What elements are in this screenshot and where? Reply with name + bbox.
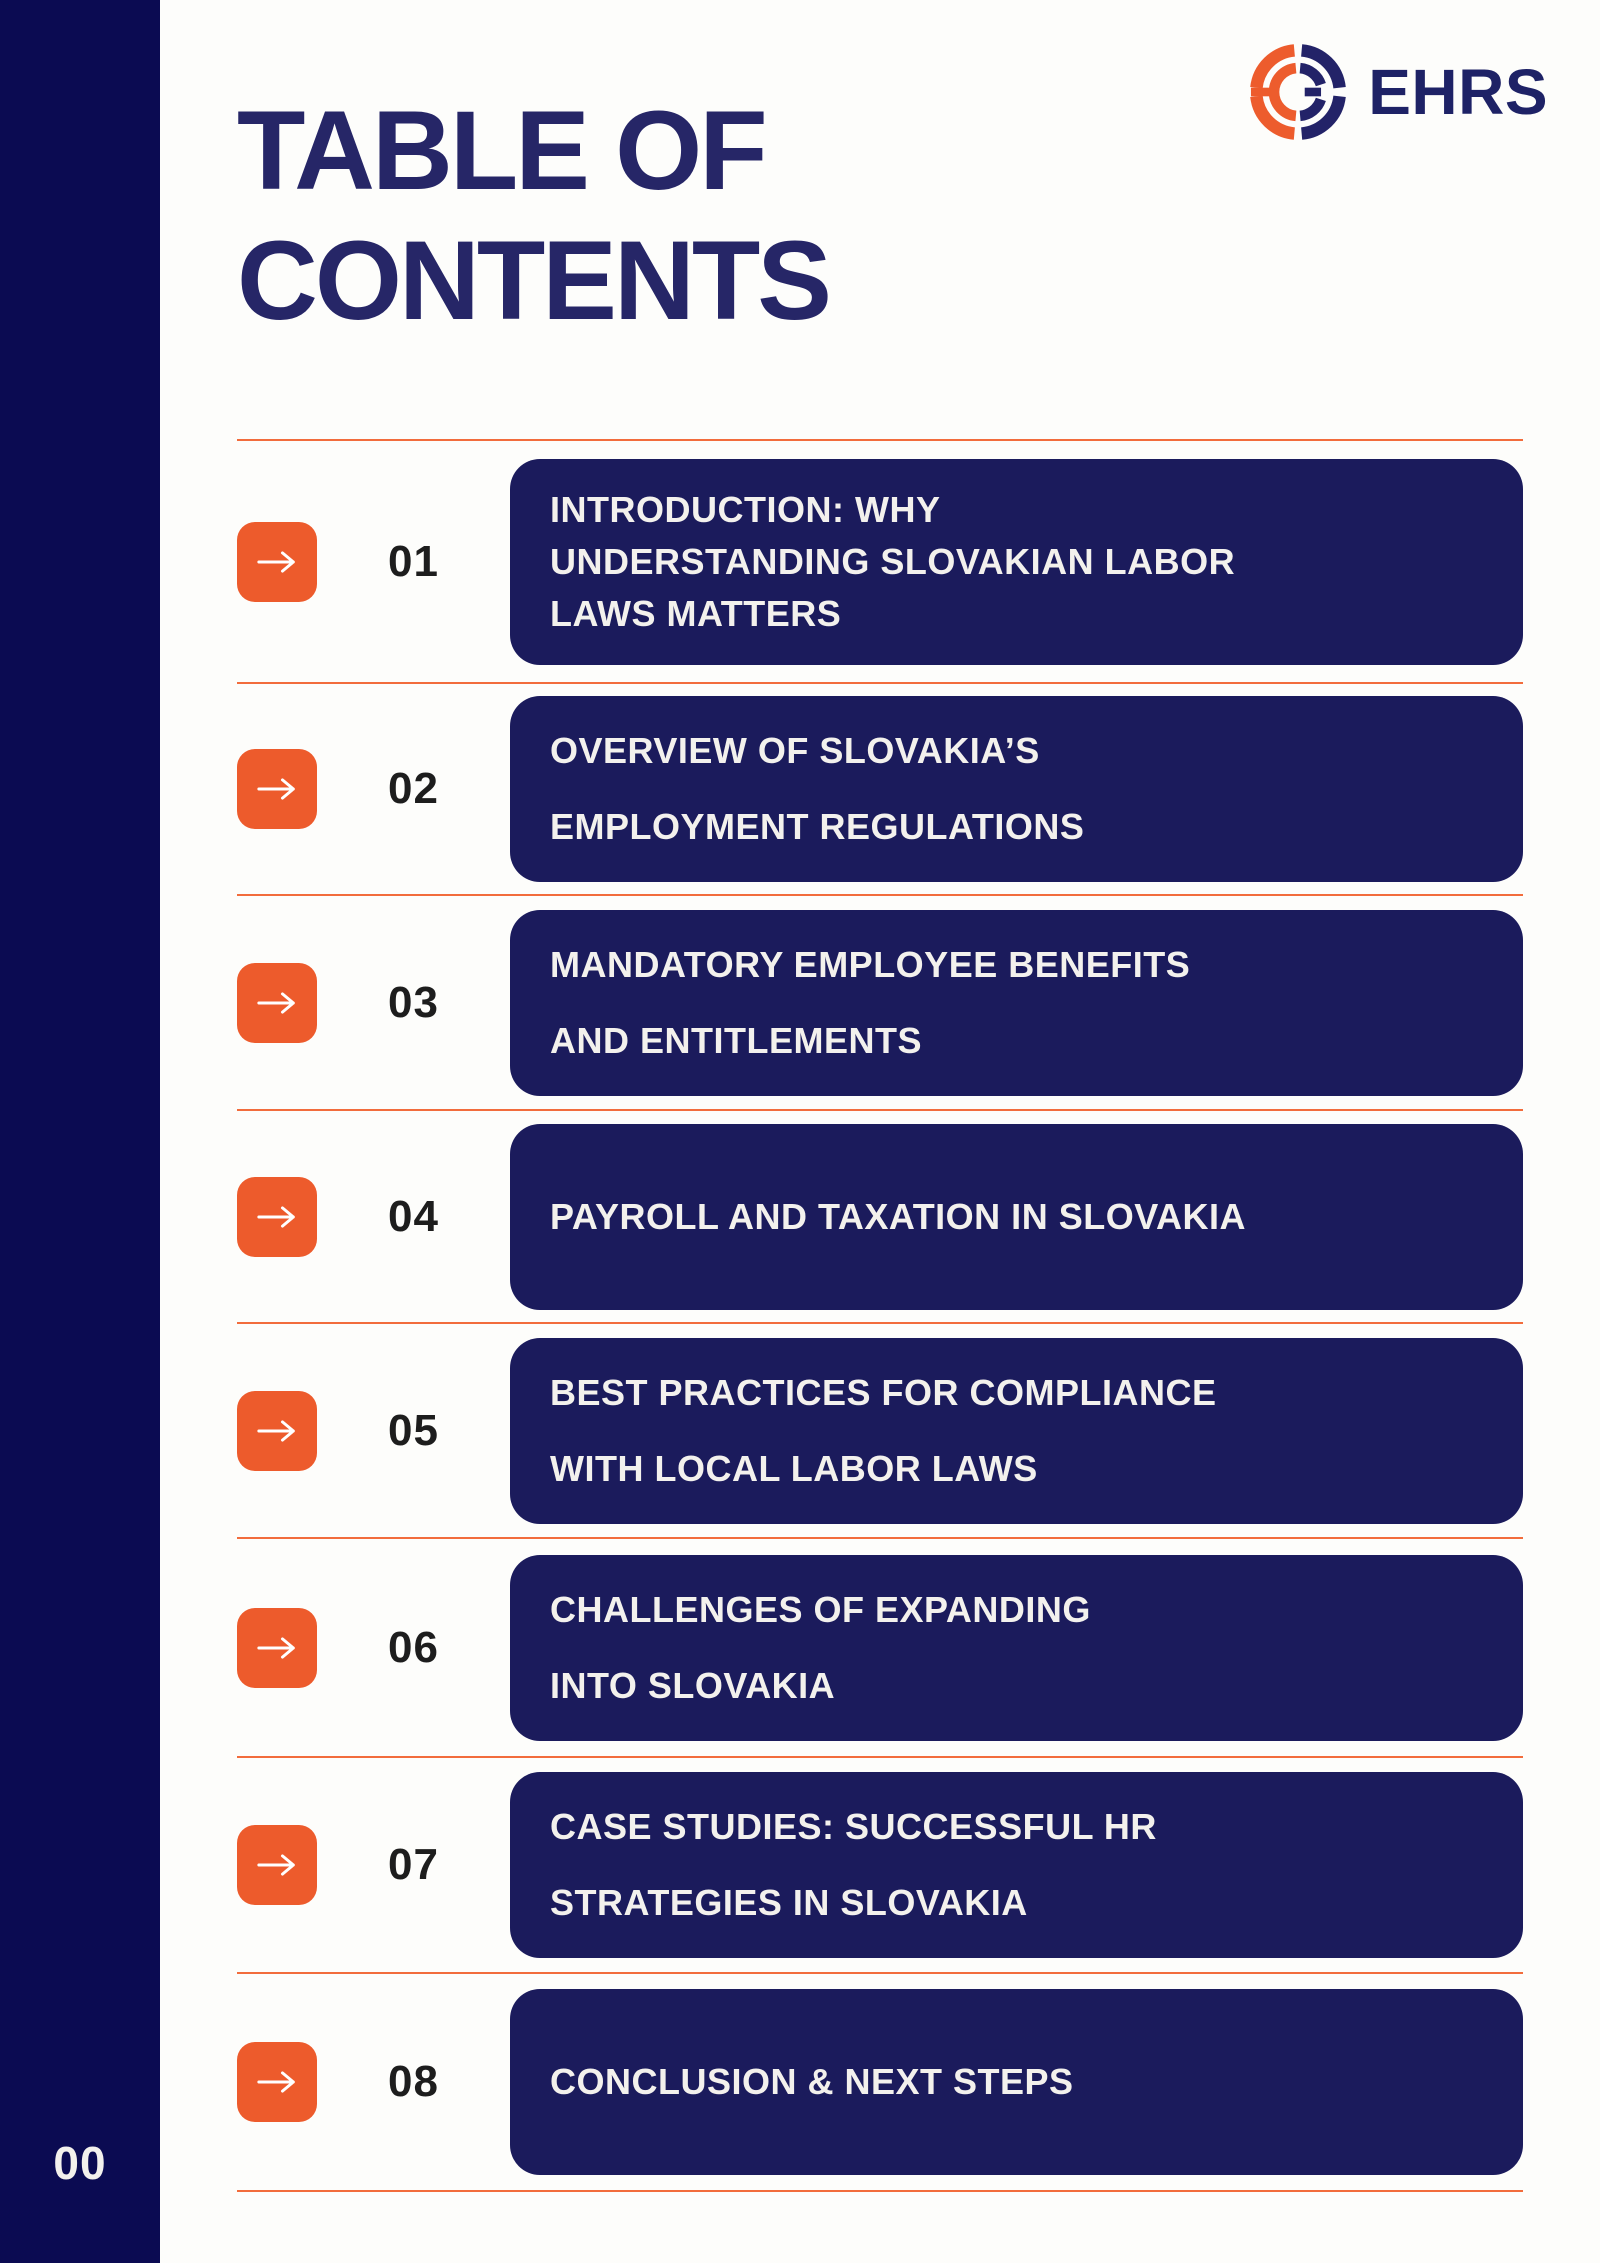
toc-item-pill[interactable]	[510, 1772, 1523, 1958]
toc-item-line: AND ENTITLEMENTS	[550, 1019, 922, 1061]
brand-wordmark: EHRS	[1368, 56, 1548, 128]
left-accent-band	[0, 0, 160, 2263]
toc-item-pill[interactable]	[510, 1338, 1523, 1524]
toc-item-line: STRATEGIES IN SLOVAKIA	[550, 1882, 1028, 1923]
toc-number: 01	[388, 536, 439, 586]
arrow-right-icon	[257, 549, 297, 575]
toc-row	[237, 682, 1523, 894]
toc-item-pill[interactable]	[510, 459, 1523, 665]
toc-number: 08	[388, 2057, 439, 2106]
page-title	[237, 86, 829, 346]
arrow-right-icon	[257, 776, 297, 802]
toc-item-line: WITH LOCAL LABOR LAWS	[550, 1447, 1038, 1489]
toc-number: 04	[388, 1191, 439, 1241]
arrow-right-icon	[257, 1418, 297, 1444]
toc-row	[237, 439, 1523, 682]
toc-item-line: EMPLOYMENT REGULATIONS	[550, 806, 1085, 847]
toc-row	[237, 1322, 1523, 1537]
toc-item-line: CHALLENGES OF EXPANDING	[550, 1588, 1091, 1630]
toc-number: 02	[388, 764, 439, 813]
toc-item-line: INTRODUCTION: WHY	[550, 488, 941, 530]
toc-item-line: CONCLUSION & NEXT STEPS	[550, 2061, 1074, 2102]
toc-row	[237, 894, 1523, 1109]
toc-item-line: INTO SLOVAKIA	[550, 1664, 836, 1706]
arrow-button[interactable]	[237, 1391, 317, 1471]
toc-number: 06	[388, 1622, 439, 1672]
toc-item-pill[interactable]	[510, 910, 1523, 1096]
brand-logo	[1250, 44, 1548, 140]
page-title-line-1: TABLE OF	[237, 88, 765, 213]
toc-item-pill[interactable]	[510, 696, 1523, 882]
page-title-line-2: CONTENTS	[237, 218, 829, 343]
table-of-contents	[237, 439, 1523, 2192]
toc-item-pill[interactable]	[510, 1124, 1523, 1310]
toc-item-line: BEST PRACTICES FOR COMPLIANCE	[550, 1371, 1217, 1413]
arrow-button[interactable]	[237, 1177, 317, 1257]
toc-item-line: CASE STUDIES: SUCCESSFUL HR	[550, 1806, 1157, 1847]
toc-item-pill[interactable]	[510, 1989, 1523, 2175]
toc-item-line: OVERVIEW OF SLOVAKIA’S	[550, 730, 1040, 771]
toc-item-line: LAWS MATTERS	[550, 592, 842, 634]
arrow-right-icon	[257, 1204, 297, 1230]
arrow-button[interactable]	[237, 1608, 317, 1688]
toc-row	[237, 1756, 1523, 1972]
arrow-right-icon	[257, 2069, 297, 2095]
arrow-right-icon	[257, 990, 297, 1016]
toc-number: 03	[388, 977, 439, 1027]
toc-item-pill[interactable]	[510, 1555, 1523, 1741]
arrow-button[interactable]	[237, 522, 317, 602]
toc-number: 07	[388, 1840, 439, 1889]
toc-item-line: MANDATORY EMPLOYEE BENEFITS	[550, 943, 1191, 985]
arrow-button[interactable]	[237, 749, 317, 829]
arrow-right-icon	[257, 1852, 297, 1878]
arrow-button[interactable]	[237, 963, 317, 1043]
ehrs-ring-logo-icon	[1250, 44, 1346, 140]
toc-item-line: UNDERSTANDING SLOVAKIAN LABOR	[550, 540, 1236, 582]
arrow-button[interactable]	[237, 2042, 317, 2122]
page-number: 00	[53, 2137, 107, 2189]
toc-row	[237, 1972, 1523, 2192]
arrow-button[interactable]	[237, 1825, 317, 1905]
toc-row	[237, 1109, 1523, 1322]
toc-row	[237, 1537, 1523, 1756]
toc-item-line: PAYROLL AND TAXATION IN SLOVAKIA	[550, 1195, 1247, 1237]
arrow-right-icon	[257, 1635, 297, 1661]
toc-number: 05	[388, 1405, 439, 1455]
